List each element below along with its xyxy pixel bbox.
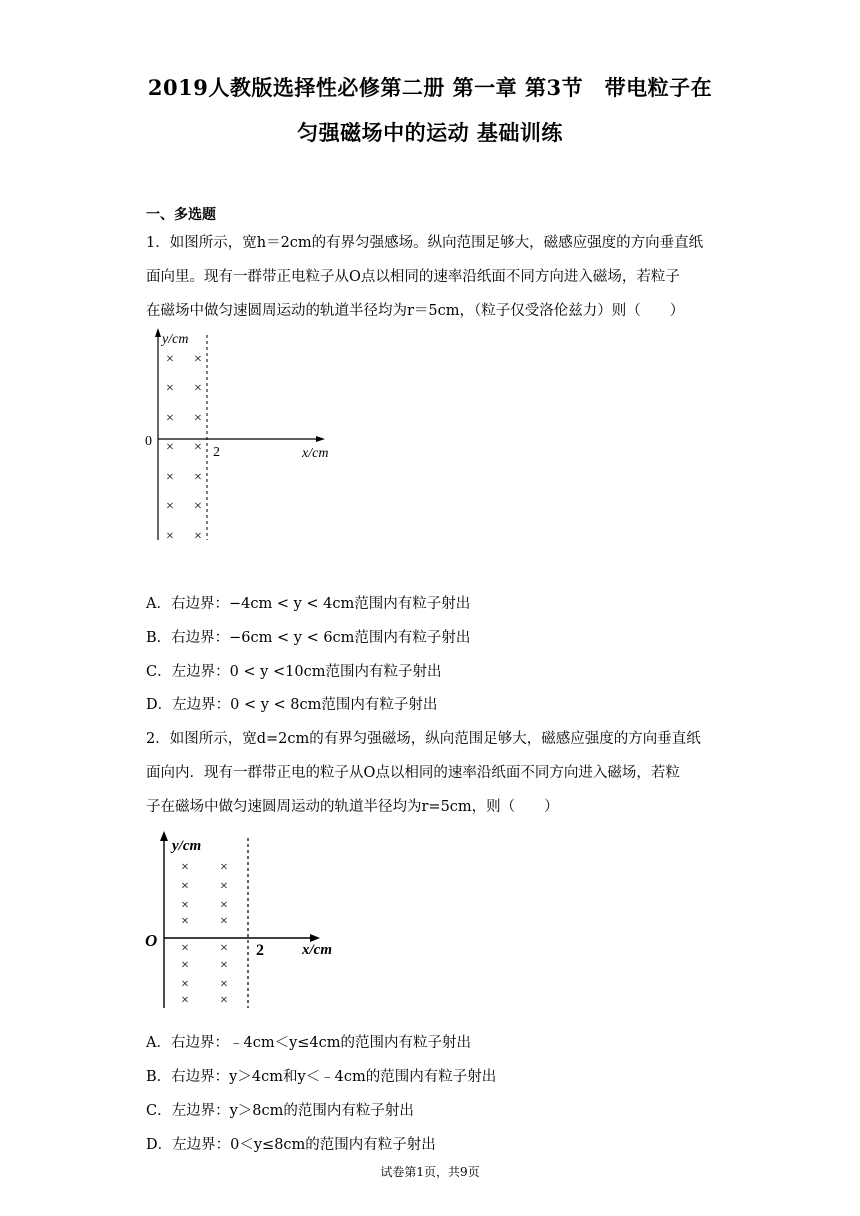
svg-text:×: × [194, 381, 202, 396]
q2-x-label: x/cm [302, 942, 332, 958]
svg-text:×: × [194, 352, 202, 367]
svg-text:×: × [220, 914, 228, 929]
svg-text:×: × [194, 499, 202, 514]
q2-y-label: y/cm [172, 838, 202, 854]
svg-text:×: × [166, 529, 174, 544]
svg-text:×: × [220, 898, 228, 913]
svg-text:×: × [166, 411, 174, 426]
svg-text:×: × [220, 977, 228, 992]
q2-option-b: B．右边界：y＞4cm和y＜﹣4cm的范围内有粒子射出 [146, 1069, 497, 1085]
q1-field-crosses [166, 352, 202, 544]
svg-text:×: × [194, 470, 202, 485]
svg-text:×: × [194, 440, 202, 455]
section-heading: 一、多选题 [146, 207, 216, 223]
svg-text:×: × [166, 499, 174, 514]
q2-stem-line-3: 子在磁场中做匀速圆周运动的轨道半径均为r=5cm，则（ ） [146, 799, 559, 815]
svg-text:×: × [194, 411, 202, 426]
q1-x-label: x/cm [302, 446, 329, 461]
svg-text:×: × [220, 993, 228, 1008]
q2-figure [140, 826, 355, 1012]
q2-x-tick: 2 [256, 942, 264, 959]
q2-option-c: C．左边界：y＞8cm的范围内有粒子射出 [146, 1103, 414, 1119]
q1-option-a: A．右边界：−4cm < y < 4cm范围内有粒子射出 [146, 596, 471, 612]
svg-text:×: × [181, 898, 189, 913]
q2-stem-line-1: 2．如图所示，宽d=2cm的有界匀强磁场，纵向范围足够大，磁感应强度的方向垂直纸 [146, 731, 701, 747]
page-footer: 试卷第1页，共9页 [380, 1165, 480, 1179]
q1-stem-line-3: 在磁场中做匀速圆周运动的轨道半径均为r＝5cm，（粒子仅受洛伦兹力）则（ ） [146, 303, 685, 319]
svg-text:×: × [181, 860, 189, 875]
svg-text:×: × [166, 381, 174, 396]
svg-text:×: × [220, 958, 228, 973]
q2-field-crosses [181, 860, 228, 1008]
svg-text:×: × [181, 914, 189, 929]
q1-figure [140, 325, 350, 550]
q1-option-d: D．左边界：0 < y < 8cm范围内有粒子射出 [146, 697, 438, 713]
q1-y-arrow [155, 328, 161, 337]
svg-text:×: × [166, 440, 174, 455]
q2-option-d: D．左边界：0＜y≤8cm的范围内有粒子射出 [146, 1137, 436, 1153]
svg-text:×: × [220, 941, 228, 956]
svg-text:×: × [181, 941, 189, 956]
svg-text:×: × [181, 993, 189, 1008]
svg-text:×: × [181, 958, 189, 973]
q1-x-tick: 2 [213, 445, 220, 460]
svg-text:×: × [194, 529, 202, 544]
q1-option-c: C．左边界：0 < y <10cm范围内有粒子射出 [146, 664, 442, 680]
q2-option-a: A．右边界：﹣4cm＜y≤4cm的范围内有粒子射出 [146, 1035, 472, 1051]
svg-text:×: × [220, 860, 228, 875]
q2-origin-label: O [145, 931, 158, 950]
title-line-1: 2019人教版选择性必修第二册 第一章 第3节 带电粒子在 [147, 75, 713, 100]
svg-text:×: × [166, 470, 174, 485]
q1-stem-line-2: 面向里。现有一群带正电粒子从O点以相同的速率沿纸面不同方向进入磁场，若粒子 [146, 269, 680, 285]
q2-y-arrow [160, 831, 168, 841]
q2-stem-line-2: 面向内．现有一群带正电的粒子从O点以相同的速率沿纸面不同方向进入磁场，若粒 [146, 765, 680, 781]
q2-x-arrow [310, 934, 320, 942]
title-line-2: 匀强磁场中的运动 基础训练 [297, 120, 563, 145]
svg-text:×: × [220, 879, 228, 894]
q1-x-arrow [316, 436, 325, 442]
svg-text:×: × [181, 977, 189, 992]
svg-text:×: × [181, 879, 189, 894]
q1-y-label: y/cm [162, 332, 189, 347]
svg-text:×: × [166, 352, 174, 367]
q1-option-b: B．右边界：−6cm < y < 6cm范围内有粒子射出 [146, 630, 471, 646]
q1-stem-line-1: 1．如图所示，宽h＝2cm的有界匀强感场。纵向范围足够大，磁感应强度的方向垂直纸 [146, 235, 704, 251]
q1-origin-label: 0 [145, 434, 152, 449]
